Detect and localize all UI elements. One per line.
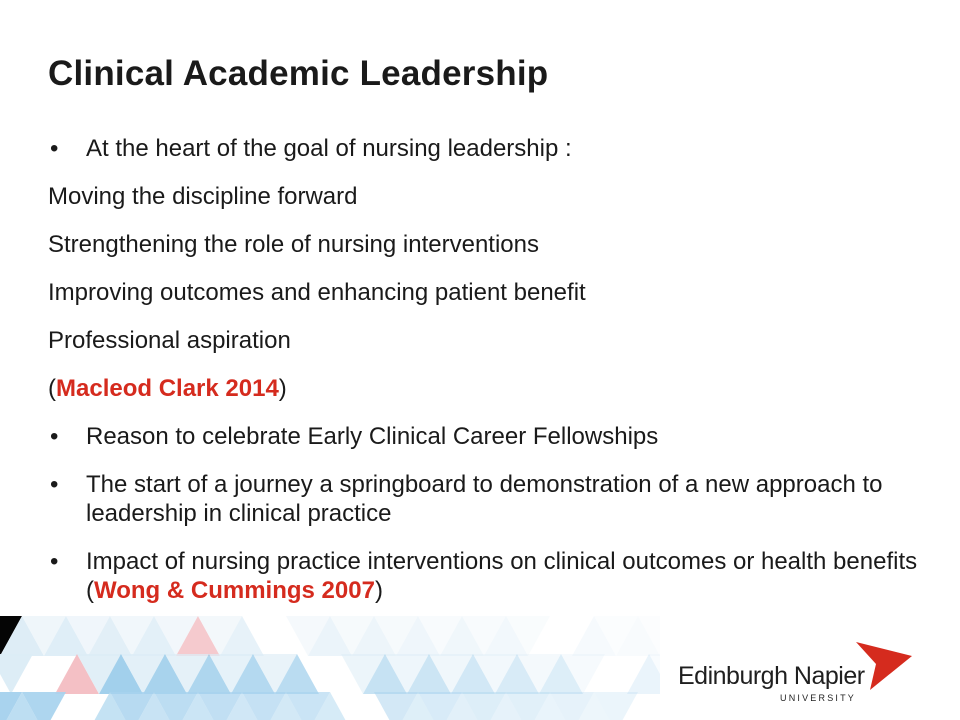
citation-close-paren: ) bbox=[278, 375, 287, 402]
university-logo bbox=[676, 640, 916, 710]
body-line: Strengthening the role of nursing interventions bbox=[48, 231, 539, 258]
bullet-item bbox=[48, 134, 918, 163]
logo-wordmark: Edinburgh Napier bbox=[678, 662, 865, 690]
bullet-item bbox=[48, 422, 918, 451]
bullet-item bbox=[48, 547, 918, 605]
citation-close-paren: ) bbox=[374, 577, 383, 604]
pattern-triangle bbox=[0, 654, 33, 694]
citation-macleod-clark: Macleod Clark 2014 bbox=[56, 375, 279, 402]
bullet-dot: • bbox=[50, 548, 59, 575]
bullet-dot: • bbox=[50, 135, 59, 162]
citation-open-paren: ( bbox=[48, 375, 56, 402]
slide-body bbox=[48, 134, 918, 624]
citation-wong-cummings: Wong & Cummings 2007 bbox=[94, 577, 375, 604]
body-line: Professional aspiration bbox=[48, 327, 291, 354]
bullet-text bbox=[86, 548, 917, 604]
bullet-text-part: Impact of nursing practice interventions on clinical outcomes or health benefits ( bbox=[86, 548, 918, 604]
body-line: Improving outcomes and enhancing patient benefit bbox=[48, 279, 586, 306]
bullet-text: Reason to celebrate Early Clinical Career Fellowships bbox=[86, 423, 659, 450]
body-line: Moving the discipline forward bbox=[48, 183, 358, 210]
bullet-dot: • bbox=[50, 423, 59, 450]
triangle-pattern bbox=[0, 612, 660, 720]
red-pennant-flag-icon bbox=[856, 640, 912, 692]
logo-subtitle: UNIVERSITY bbox=[780, 693, 857, 703]
bullet-text: At the heart of the goal of nursing leadership : bbox=[86, 135, 572, 162]
citation-line bbox=[48, 374, 918, 403]
bullet-dot: • bbox=[50, 471, 59, 498]
bullet-item bbox=[48, 470, 918, 528]
bullet-text: The start of a journey a springboard to demonstration of a new approach to leadership in clinical practice bbox=[86, 471, 883, 527]
slide-title: Clinical Academic Leadership bbox=[48, 54, 549, 93]
